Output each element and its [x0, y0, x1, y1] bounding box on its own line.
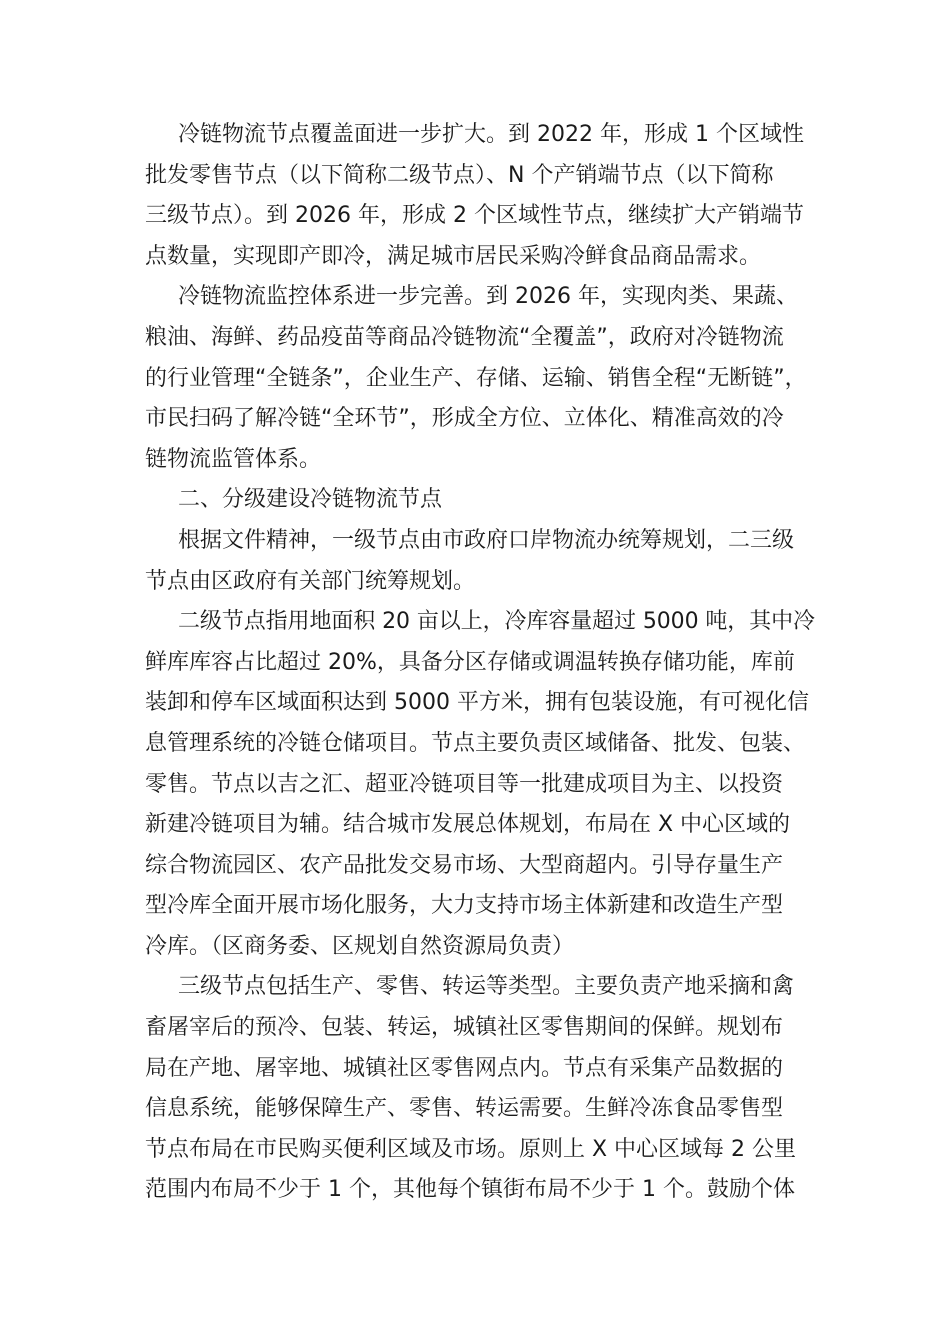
text-line: 节点由区政府有关部门统筹规划。 [145, 568, 476, 594]
text-line: 信息系统，能够保障生产、零售、转运需要。生鲜冷冻食品零售型 [145, 1096, 784, 1122]
text-line: 畜屠宰后的预冷、包装、转运，城镇社区零售期间的保鲜。规划布 [145, 1015, 784, 1041]
text-line: 冷库。（区商务委、区规划自然资源局负责） [145, 933, 575, 959]
text-line: 综合物流园区、农产品批发交易市场、大型商超内。引导存量生产 [145, 852, 784, 878]
text-line: 二、分级建设冷链物流节点 [178, 487, 443, 513]
text-line: 型冷库全面开展市场化服务，大力支持市场主体新建和改造生产型 [145, 893, 784, 919]
text-line: 装卸和停车区域面积达到 5000 平方米，拥有包装设施，有可视化信 [145, 690, 809, 716]
text-line: 冷链物流节点覆盖面进一步扩大。到 2022 年，形成 1 个区域性 [178, 122, 804, 147]
document-body [145, 115, 815, 1211]
text-line: 点数量，实现即产即冷，满足城市居民采购冷鲜食品商品需求。 [145, 243, 762, 269]
text-line: 链物流监管体系。 [145, 446, 322, 472]
text-line: 范围内布局不少于 1 个，其他每个镇街布局不少于 1 个。鼓励个体 [145, 1177, 795, 1203]
text-line: 三级节点包括生产、零售、转运等类型。主要负责产地采摘和禽 [178, 974, 795, 1000]
text-line: 市民扫码了解冷链“全环节”，形成全方位、立体化、精准高效的冷 [145, 406, 784, 432]
text-line: 冷链物流监控体系进一步完善。到 2026 年，实现肉类、果蔬、 [178, 284, 798, 310]
text-line: 鲜库库容占比超过 20%，具备分区存储或调温转换存储功能，库前 [145, 649, 795, 675]
text-line: 新建冷链项目为辅。结合城市发展总体规划，布局在 X 中心区域的 [145, 812, 791, 838]
text-line: 粮油、海鲜、药品疫苗等商品冷链物流“全覆盖”，政府对冷链物流 [145, 324, 784, 350]
text-line: 的行业管理“全链条”，企业生产、存储、运输、销售全程“无断链”， [145, 365, 807, 391]
text-line: 三级节点）。到 2026 年，形成 2 个区域性节点，继续扩大产销端节 [145, 203, 804, 229]
text-line: 节点布局在市民购买便利区域及市场。原则上 X 中心区域每 2 公里 [145, 1136, 797, 1162]
text-line: 批发零售节点（以下简称二级节点）、N 个产销端节点（以下简称 [145, 162, 774, 188]
text-line: 零售。节点以吉之汇、超亚冷链项目等一批建成项目为主、以投资 [145, 771, 784, 797]
text-line: 根据文件精神，一级节点由市政府口岸物流办统筹规划，二三级 [178, 527, 795, 553]
text-line: 局在产地、屠宰地、城镇社区零售网点内。节点有采集产品数据的 [145, 1055, 784, 1081]
text-line: 二级节点指用地面积 20 亩以上，冷库容量超过 5000 吨，其中冷 [178, 609, 815, 635]
text-line: 息管理系统的冷链仓储项目。节点主要负责区域储备、批发、包装、 [145, 730, 806, 756]
